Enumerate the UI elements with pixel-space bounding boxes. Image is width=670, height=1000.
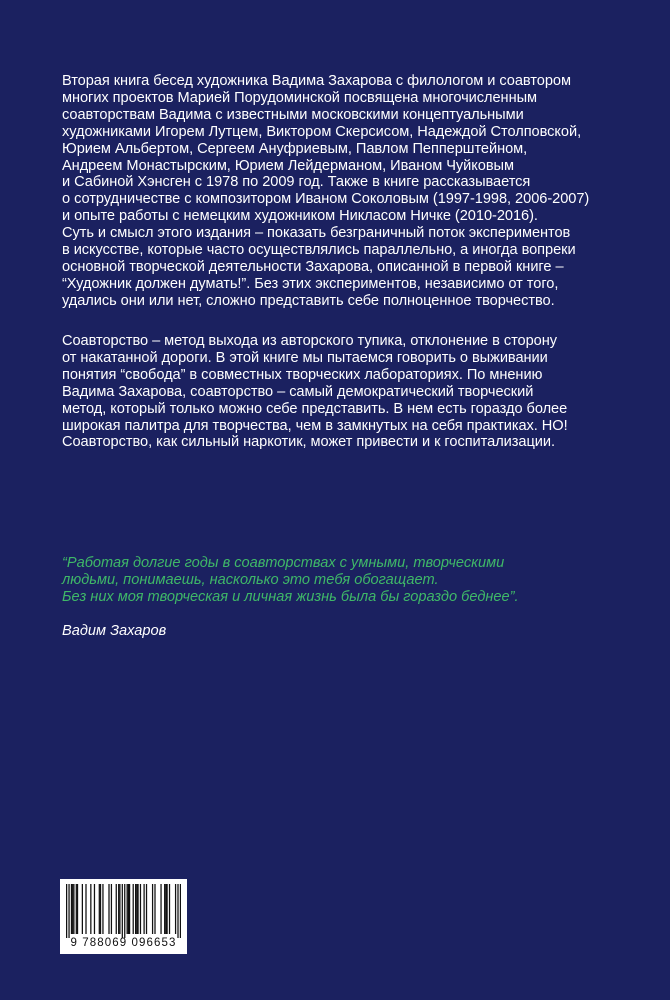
text-line: метод, который только можно себе представить. В нем есть гораздо более (62, 400, 568, 417)
barcode-bar (72, 884, 73, 934)
isbn-number: 9 788069 096653 (70, 937, 177, 949)
text-line: Юрием Альбертом, Сергеем Ануфриевым, Павлом Пепперштейном, (62, 140, 528, 157)
barcode-bar (90, 884, 91, 934)
text-line: Вадима Захарова, соавторство – самый демократический творческий (62, 383, 534, 400)
barcode-bar (133, 884, 134, 934)
text-line: Соавторство – метод выхода из авторского тупика, отклонение в сторону (62, 333, 558, 349)
text-line: “Художник должен думать!”. Без этих экспериментов, независимо от того, (62, 275, 559, 292)
barcode-bar (100, 884, 101, 934)
barcode-guard-bar (177, 884, 178, 938)
text-line: в искусстве, которые часто осуществлялись параллельно, а иногда вопреки (62, 242, 576, 259)
barcode-guard-bar (122, 884, 123, 938)
barcode-bar (169, 884, 170, 934)
barcode-guard-bar (66, 884, 67, 938)
barcode-bar (165, 884, 166, 934)
barcode-bar (166, 884, 167, 934)
barcode-bar (94, 884, 95, 934)
text-line: и опыте работы с немецким художником Никласом Ничке (2010-2016). (62, 208, 538, 225)
barcode-bar (175, 884, 176, 934)
text-line: основной творческой деятельности Захарова, описанной в первой книге – (62, 258, 564, 275)
text-line: Андреем Монастырским, Юрием Лейдерманом, Иваном Чуйковым (62, 157, 514, 174)
quote-line: “Работая долгие годы в соавторствах с умными, творческими (62, 555, 505, 571)
description-paragraph-1 (62, 73, 589, 310)
text-line: Соавторство, как сильный наркотик, может привести и к госпитализации. (62, 434, 555, 451)
text-line: удались они или нет, сложно представить себе полноценное творчество. (62, 292, 555, 309)
barcode-bar (136, 884, 137, 934)
quote-author: Вадим Захаров (62, 623, 167, 639)
text-line: соавторствам Вадима с известными московскими концептуальными (62, 106, 524, 123)
barcode-bar (76, 884, 77, 934)
text-line: о сотрудничестве с композитором Иваном Соколовым (1997-1998, 2006-2007) (62, 191, 590, 208)
quote-line: Без них моя творческая и личная жизнь была бы гораздо беднее”. (62, 589, 519, 605)
barcode-bar (146, 884, 147, 934)
barcode-bar (102, 884, 103, 934)
barcode-bars (66, 884, 181, 938)
barcode-bar (152, 884, 153, 934)
barcode-guard-bar (180, 884, 181, 938)
barcode-bar (99, 884, 100, 934)
barcode-guard-bar (68, 884, 69, 938)
text-line: понятия “свобода” в совместных творческих лабораториях. По мнению (62, 366, 543, 383)
barcode-bar (140, 884, 141, 934)
barcode-bar (137, 884, 138, 934)
barcode-bar (143, 884, 144, 934)
barcode-guard-bar (124, 884, 125, 938)
barcode-bar (85, 884, 86, 934)
barcode-bar (118, 884, 119, 934)
barcode-bar (128, 884, 129, 934)
barcode-bar (119, 884, 120, 934)
isbn-barcode (60, 879, 187, 954)
text-line: многих проектов Марией Порудоминской посвящена многочисленным (62, 89, 538, 106)
pull-quote (62, 555, 519, 606)
barcode-bar (71, 884, 72, 934)
text-line: широкая палитра для творчества, чем в замкнутых на себя практиках. НО! (62, 417, 568, 434)
text-line: Вторая книга бесед художника Вадима Захарова с филологом и соавтором (62, 73, 571, 89)
barcode-bar (73, 884, 74, 934)
text-line: от накатанной дороги. В этой книге мы пытаемся говорить о выживании (62, 349, 548, 366)
barcode-bar (111, 884, 112, 934)
barcode-bar (108, 884, 109, 934)
barcode-bar (154, 884, 155, 934)
barcode-bar (129, 884, 130, 934)
barcode-bar (82, 884, 83, 934)
barcode-bar (160, 884, 161, 934)
description-paragraph-2 (62, 333, 568, 451)
barcode-bar (77, 884, 78, 934)
text-line: Суть и смысл этого издания – показать безграничный поток экспериментов (62, 225, 571, 242)
quote-line: людьми, понимаешь, насколько это тебя обогащает. (62, 572, 439, 588)
barcode-bar (116, 884, 117, 934)
text-line: и Сабиной Хэнсген с 1978 по 2009 год. Также в книге рассказывается (62, 174, 531, 191)
barcode-bar (127, 884, 128, 934)
barcode-bar (135, 884, 136, 934)
text-line: художниками Игорем Лутцем, Виктором Скерсисом, Надеждой Столповской, (62, 123, 582, 140)
barcode-bar (164, 884, 165, 934)
